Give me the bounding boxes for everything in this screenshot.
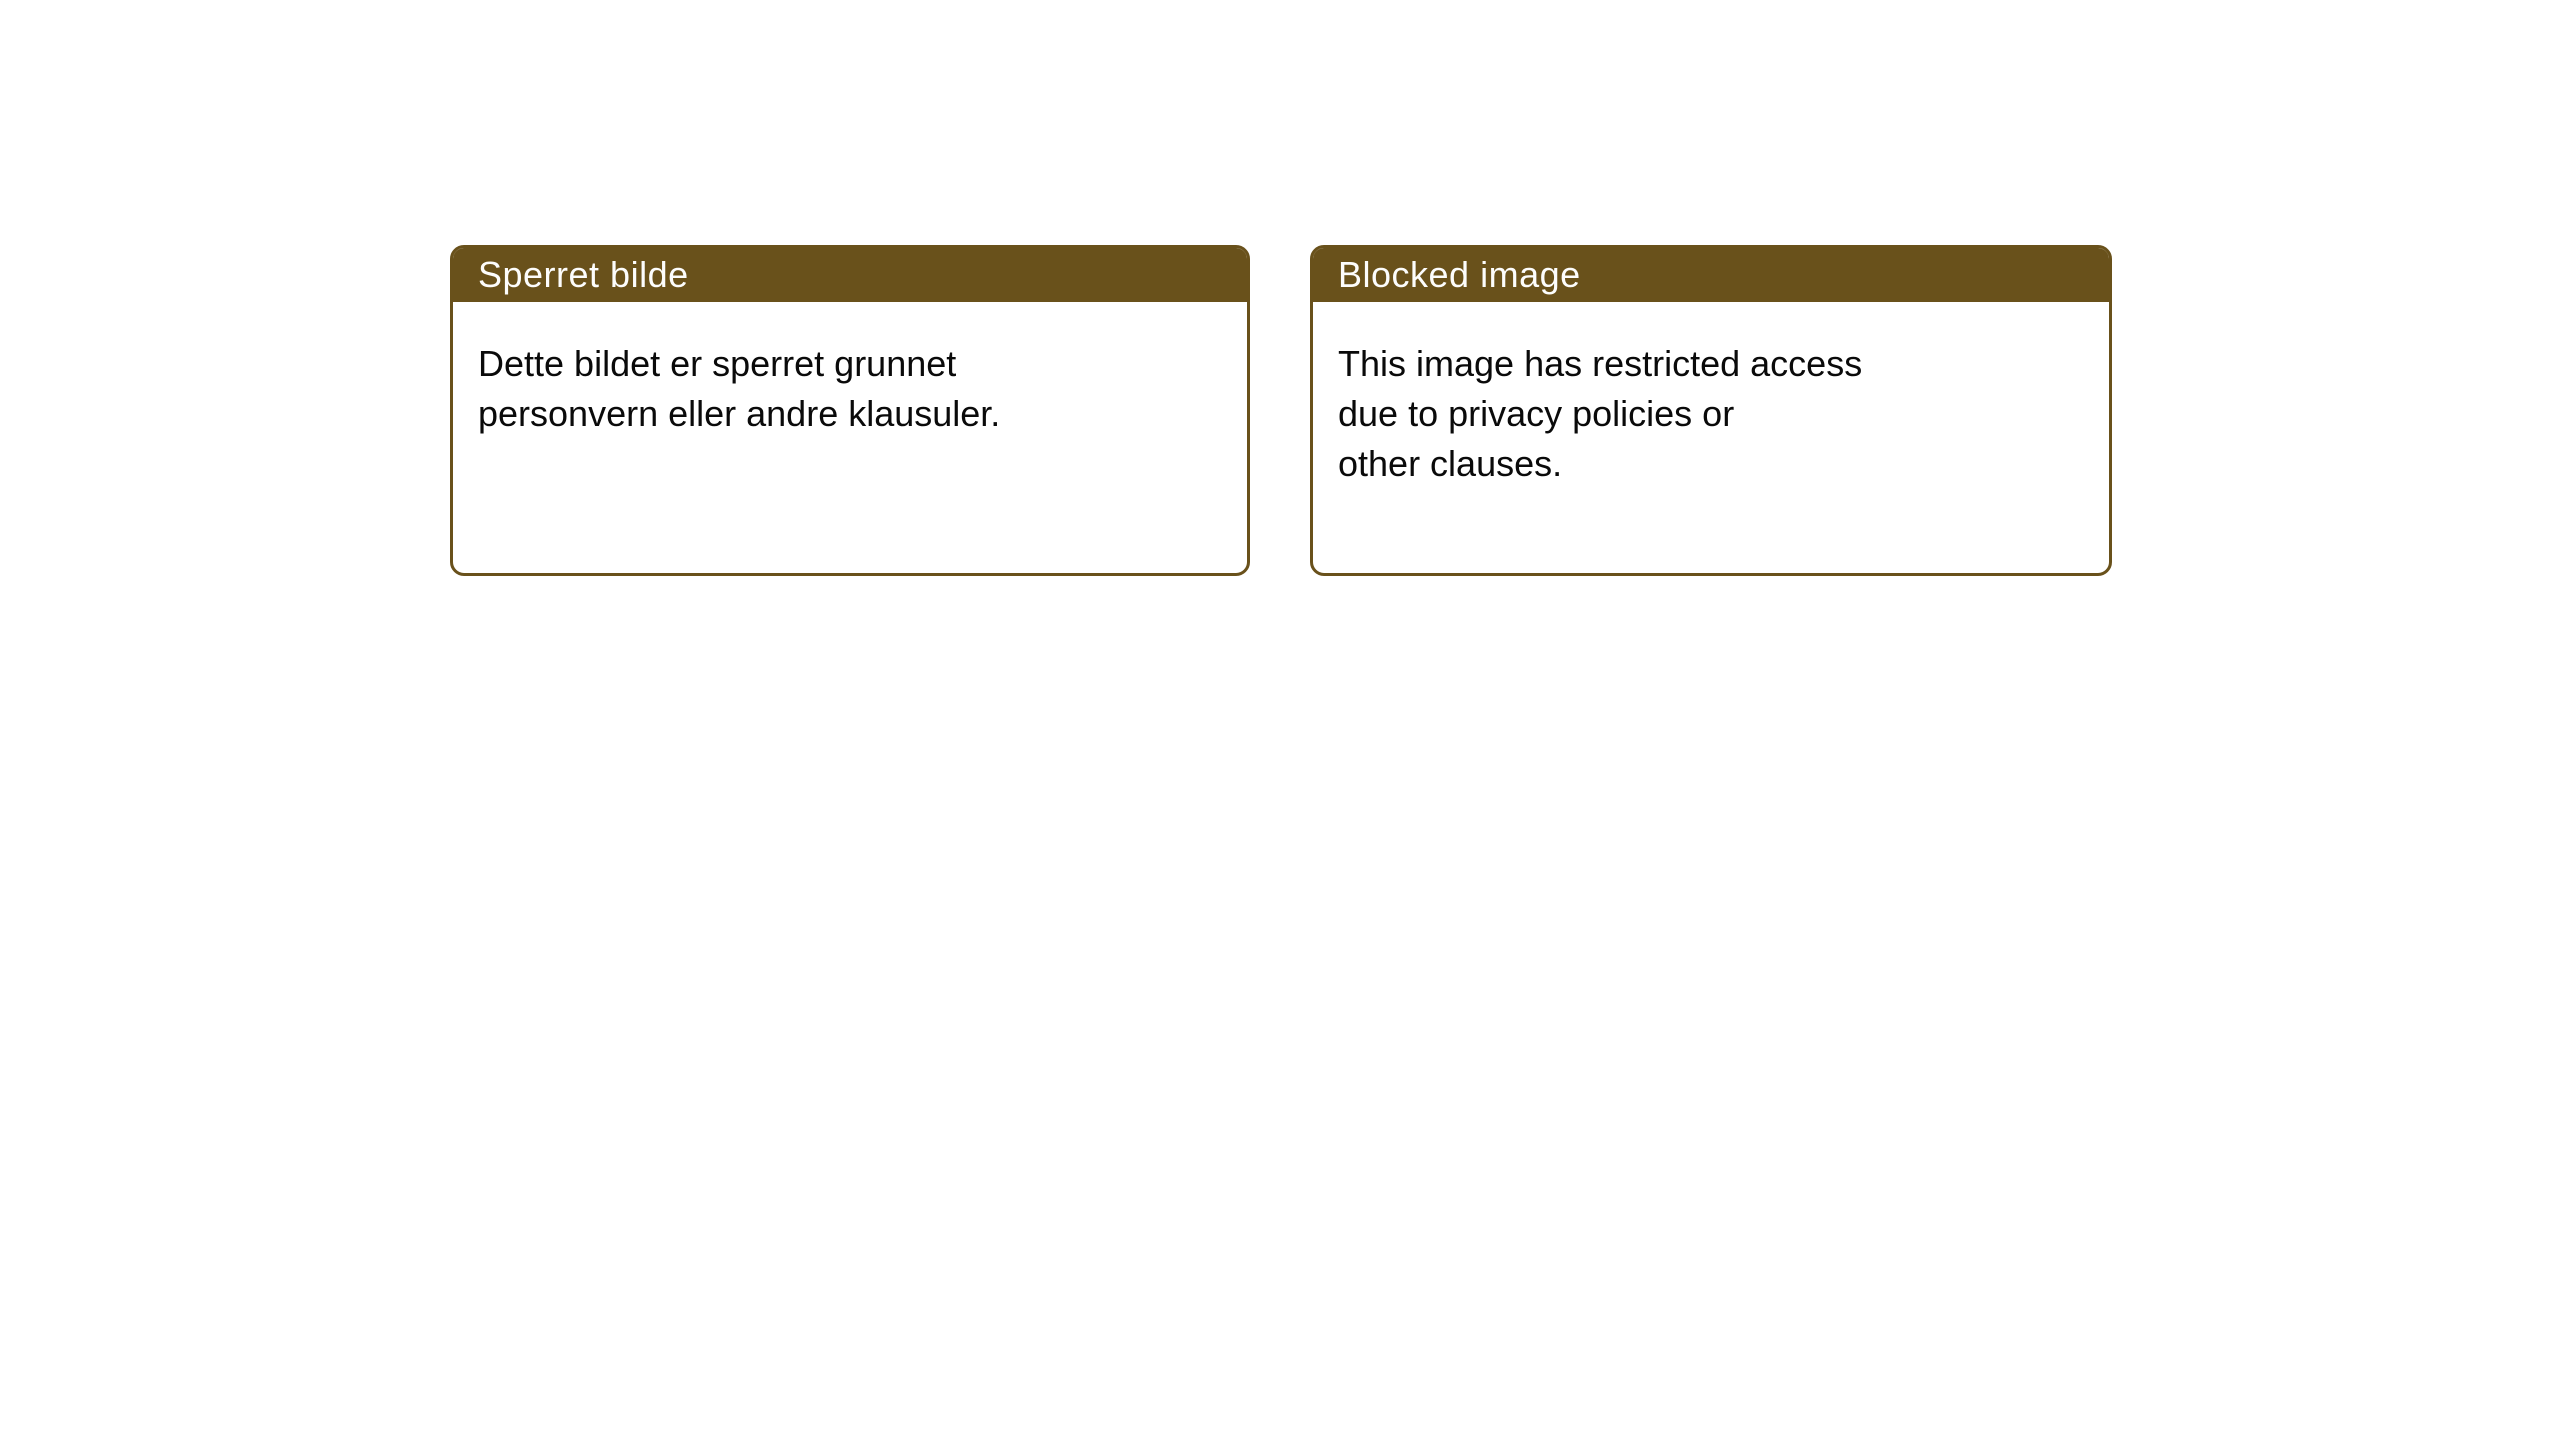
card-body-message xyxy=(1313,302,2109,489)
card-body-line: This image has restricted access xyxy=(1338,343,1863,384)
card-body-line: due to privacy policies or xyxy=(1338,393,1735,434)
card-body-line: personvern eller andre klausuler. xyxy=(478,393,1001,434)
card-title: Sperret bilde xyxy=(478,254,689,295)
blocked-image-card-english xyxy=(1310,245,2112,576)
card-header xyxy=(1313,248,2109,302)
card-body-line: other clauses. xyxy=(1338,443,1563,484)
blocked-image-card-norwegian xyxy=(450,245,1250,576)
card-title: Blocked image xyxy=(1338,254,1581,295)
card-body-message xyxy=(453,302,1247,439)
card-header xyxy=(453,248,1247,302)
card-body-line: Dette bildet er sperret grunnet xyxy=(478,343,957,384)
